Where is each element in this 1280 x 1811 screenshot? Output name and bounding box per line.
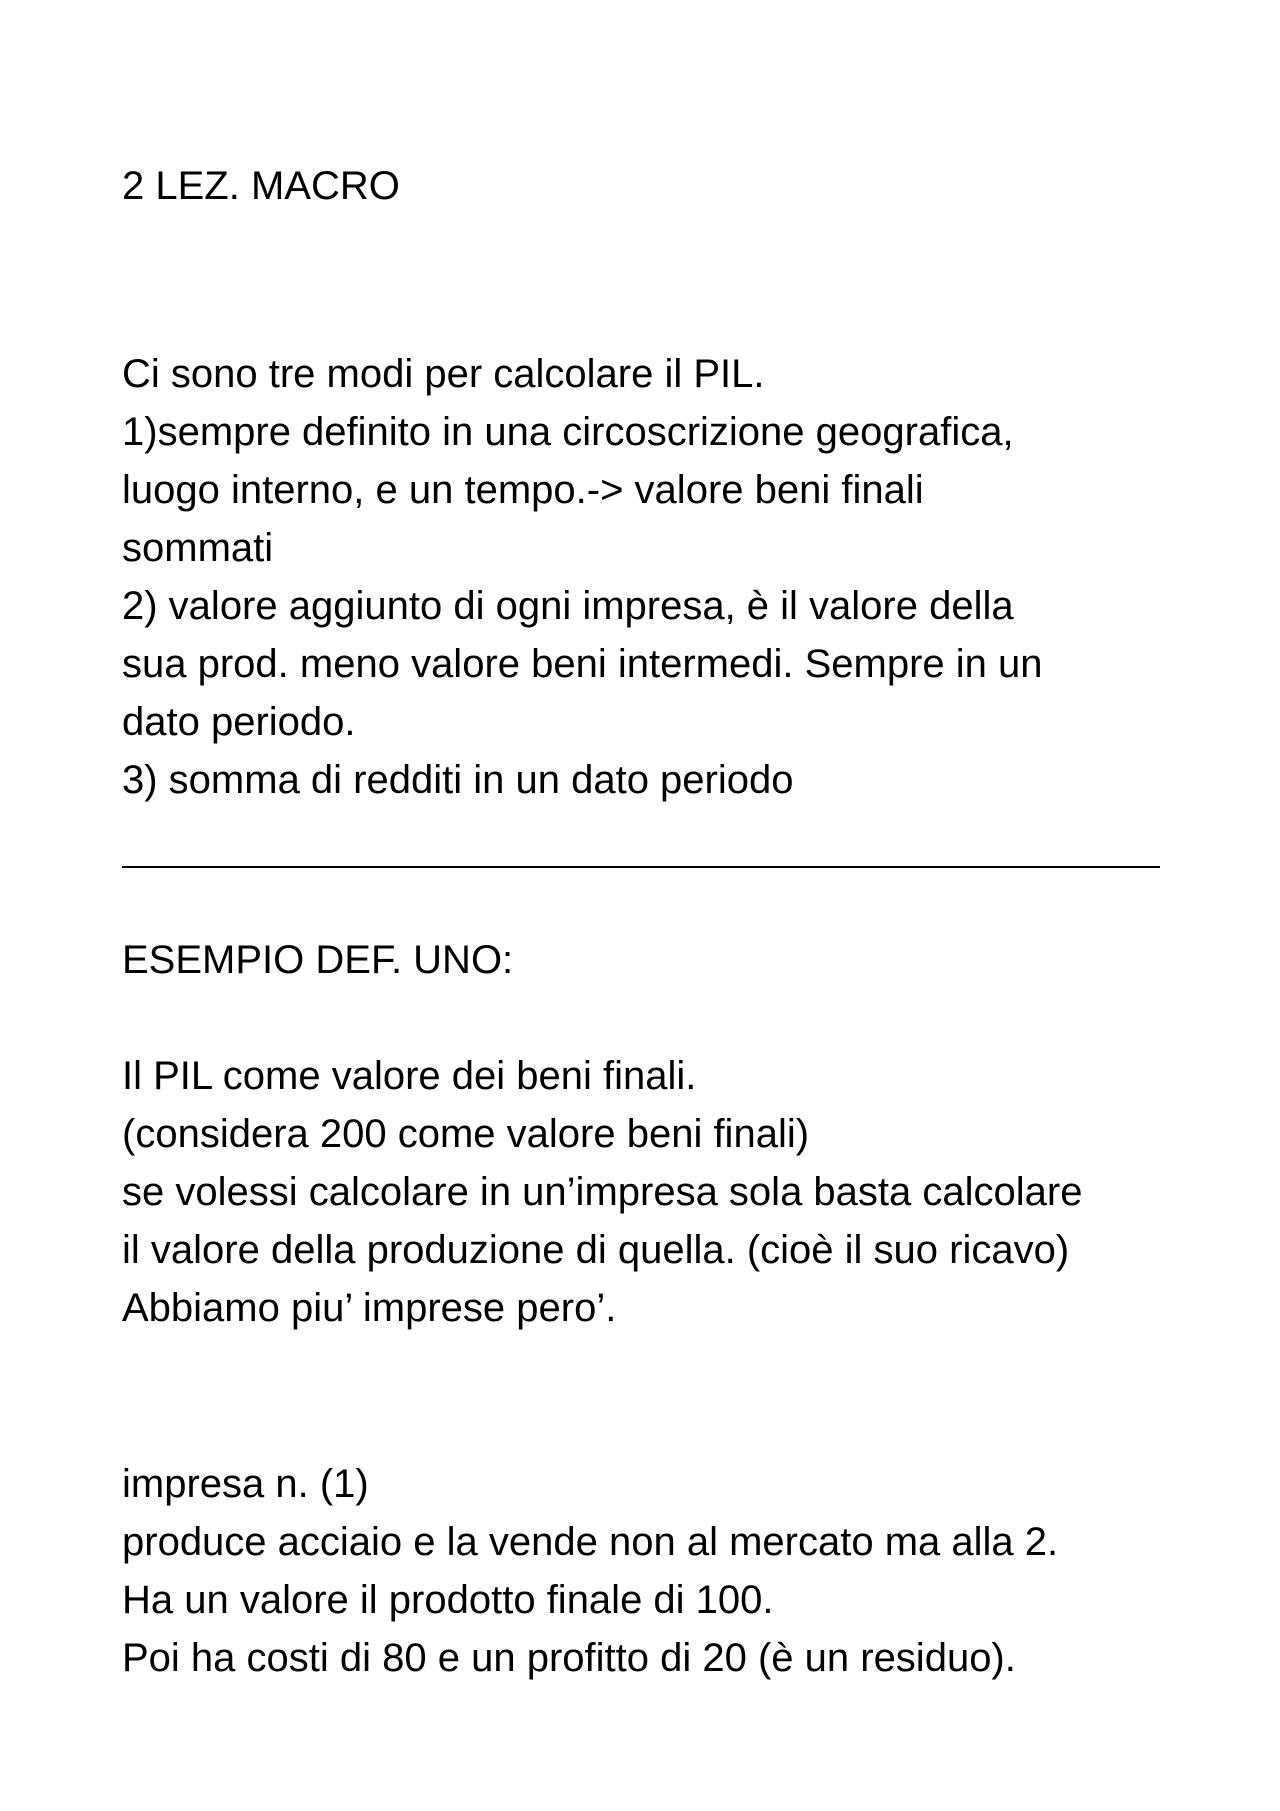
text-line: sommati: [122, 526, 274, 570]
text-line: se volessi calcolare in un’impresa sola basta calcolare: [122, 1170, 1083, 1214]
text-line: Poi ha costi di 80 e un profitto di 20 (è un residuo).: [122, 1636, 1016, 1680]
text-line: 2) valore aggiunto di ogni impresa, è il valore della: [122, 584, 1014, 628]
text-line: Abbiamo piu’ imprese pero’.: [122, 1286, 617, 1330]
text-line: dato periodo.: [122, 700, 356, 744]
horizontal-divider: [122, 866, 1160, 868]
document-page: [122, 0, 1162, 1811]
text-line: 1)sempre definito in una circoscrizione geografica,: [122, 410, 1014, 454]
text-line: impresa n. (1): [122, 1462, 369, 1506]
text-line: (considera 200 come valore beni finali): [122, 1112, 810, 1156]
text-line: 3) somma di redditi in un dato periodo: [122, 758, 794, 802]
text-line: Ha un valore il prodotto finale di 100.: [122, 1578, 774, 1622]
text-line: luogo interno, e un tempo.-> valore beni finali: [122, 468, 924, 512]
text-line: il valore della produzione di quella. (cioè il suo ricavo): [122, 1228, 1070, 1272]
section-heading: ESEMPIO DEF. UNO:: [122, 938, 514, 982]
text-line: Il PIL come valore dei beni finali.: [122, 1054, 697, 1098]
text-line: produce acciaio e la vende non al mercato ma alla 2.: [122, 1520, 1059, 1564]
text-line: Ci sono tre modi per calcolare il PIL.: [122, 352, 765, 396]
text-line: sua prod. meno valore beni intermedi. Sempre in un: [122, 642, 1043, 686]
page-title: 2 LEZ. MACRO: [122, 164, 400, 208]
